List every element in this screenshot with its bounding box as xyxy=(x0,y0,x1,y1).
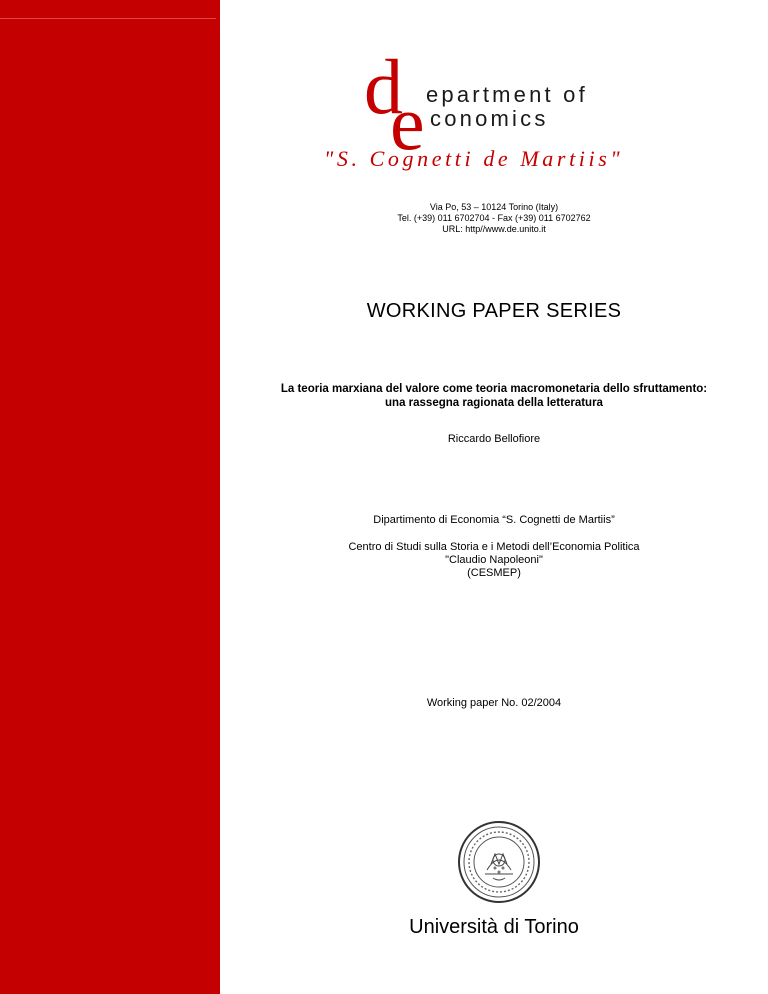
paper-title-line-1: La teoria marxiana del valore come teoria macromonetaria dello sfruttamento: xyxy=(280,383,708,395)
paper-author: Riccardo Bellofiore xyxy=(447,433,541,445)
centre-line-2: "Claudio Napoleoni" xyxy=(445,554,543,566)
address-phone: Tel. (+39) 011 6702704 - Fax (+39) 011 6702762 xyxy=(397,213,591,223)
logo-subtitle: "S. Cognetti de Martiis" xyxy=(324,146,624,171)
address-url: URL: http//www.de.unito.it xyxy=(442,224,546,234)
centre-line-1: Centro di Studi sulla Storia e i Metodi dell’Economia Politica xyxy=(348,541,640,553)
university-name: Università di Torino xyxy=(409,916,579,938)
department-logo xyxy=(324,43,650,192)
research-centre xyxy=(220,541,768,580)
series-title: WORKING PAPER SERIES xyxy=(366,300,622,322)
paper-title-line-2: una rassegna ragionata della letteratura xyxy=(385,397,603,409)
paper-title xyxy=(220,382,768,410)
address-block xyxy=(220,202,768,235)
university-seal-icon xyxy=(457,820,541,904)
logo-initial-d: d xyxy=(364,43,403,130)
red-sidebar-band xyxy=(0,0,220,994)
logo-word-economics: conomics xyxy=(430,106,549,131)
department-name: Dipartimento di Economia “S. Cognetti de Martiis” xyxy=(373,514,615,526)
logo-initial-e: e xyxy=(390,79,425,166)
working-paper-number: Working paper No. 02/2004 xyxy=(426,697,562,709)
centre-line-3: (CESMEP) xyxy=(467,567,521,579)
top-rule xyxy=(0,18,216,19)
logo-word-department: epartment of xyxy=(426,82,588,107)
cover-content xyxy=(220,0,768,994)
address-street: Via Po, 53 – 10124 Torino (Italy) xyxy=(429,202,559,212)
